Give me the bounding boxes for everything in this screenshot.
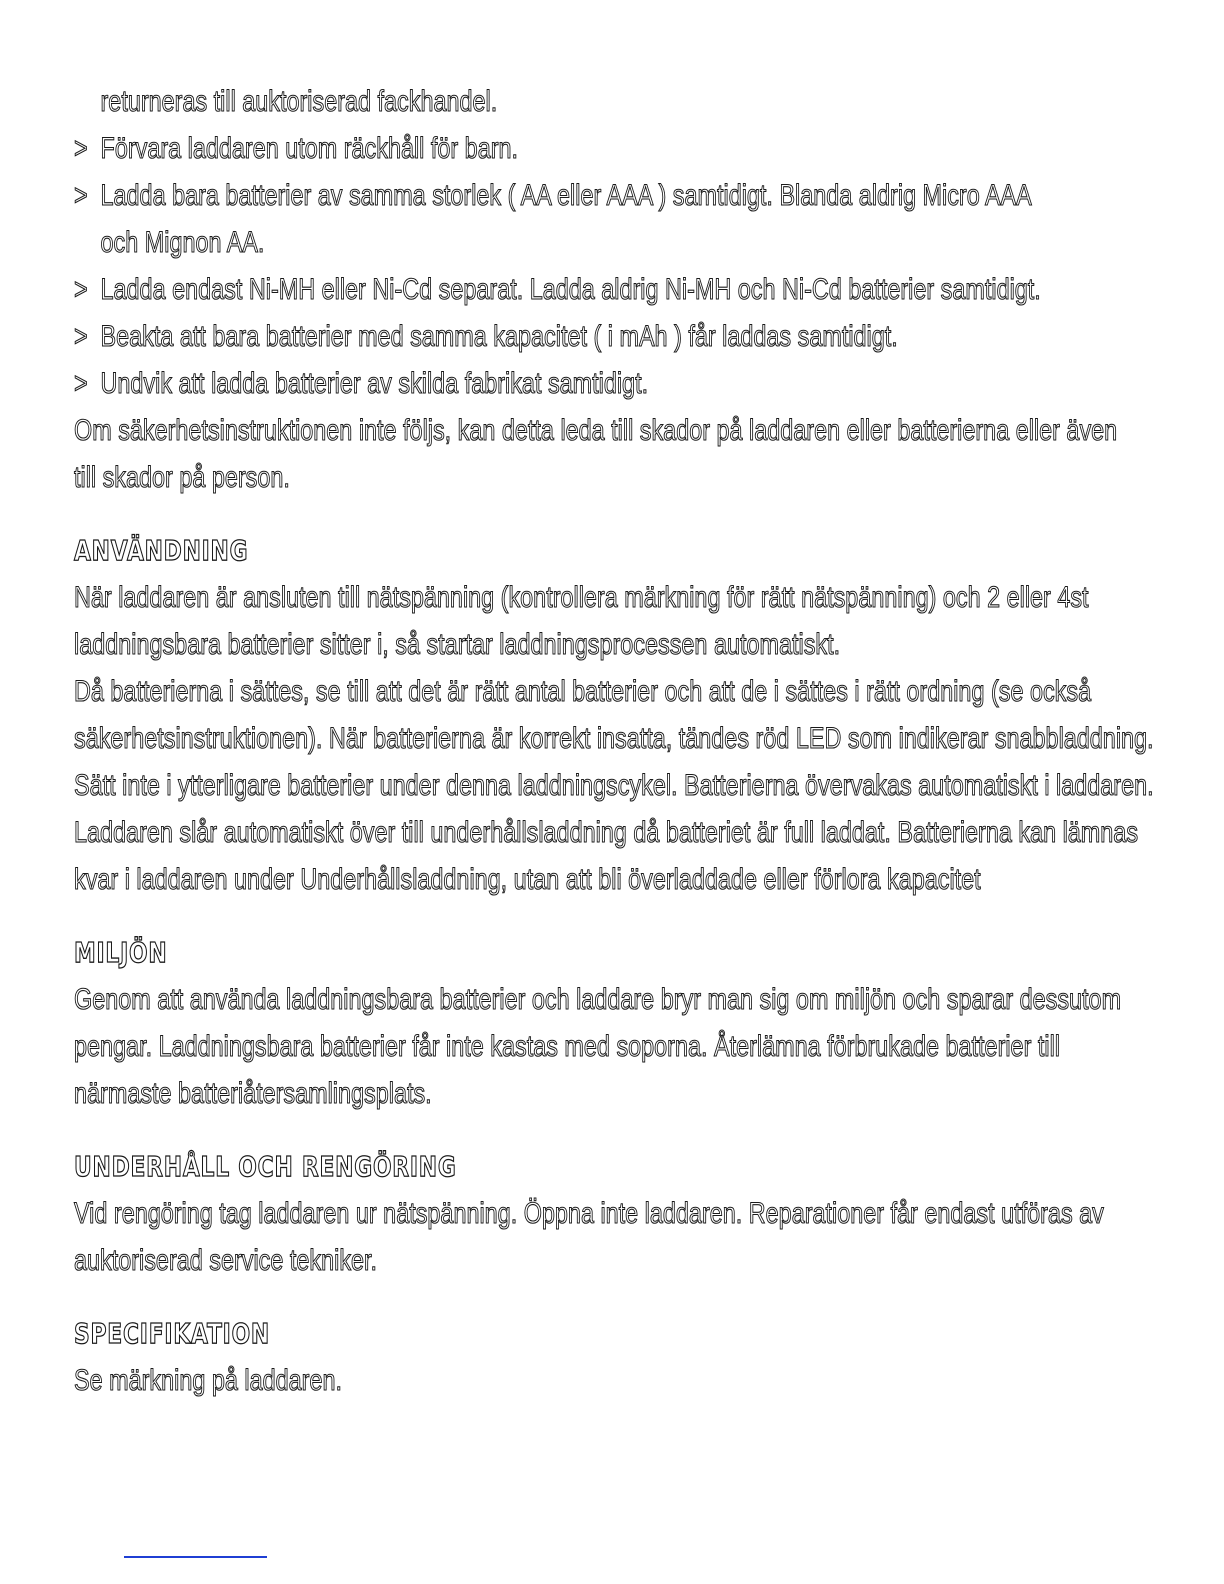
section-heading: MILJÖN xyxy=(74,936,168,969)
bullet-text: Ladda endast Ni-MH eller Ni-Cd separat. Ladda aldrig Ni-MH och Ni-Cd batterier samtidigt. xyxy=(100,273,1041,306)
paragraph-line: pengar. Laddningsbara batterier får inte kastas med soporna. Återlämna förbrukade batterier till xyxy=(74,1030,1060,1063)
bullet-marker: > xyxy=(74,273,88,306)
paragraph-line: säkerhetsinstruktionen). När batterierna är korrekt insatta, tändes röd LED som indikerar snabbladdning. xyxy=(74,722,1154,755)
section-heading: UNDERHÅLL OCH RENGÖRING xyxy=(74,1150,457,1183)
paragraph-line: Om säkerhetsinstruktionen inte följs, kan detta leda till skador på laddaren eller batterierna eller även xyxy=(74,414,1118,447)
paragraph-line: Sätt inte i ytterligare batterier under denna laddningscykel. Batterierna övervakas automatiskt i laddaren. xyxy=(74,769,1154,802)
section-heading: ANVÄNDNING xyxy=(74,534,249,567)
paragraph-line: Se märkning på laddaren. xyxy=(74,1364,342,1397)
bullet-text: Förvara laddaren utom räckhåll för barn. xyxy=(100,132,519,165)
bullet-text: Undvik att ladda batterier av skilda fabrikat samtidigt. xyxy=(100,367,649,400)
bullet-text: och Mignon AA. xyxy=(100,226,265,259)
bullet-item xyxy=(74,313,1134,360)
bullet-marker: > xyxy=(74,179,88,212)
safety-bullet-list xyxy=(74,125,1134,407)
paragraph-line: Laddaren slår automatiskt över till underhållsladdning då batteriet är full laddat. Batterierna kan lämnas xyxy=(74,816,1139,849)
paragraph-line: laddningsbara batterier sitter i, så startar laddningsprocessen automatiskt. xyxy=(74,628,841,661)
paragraph-line: Då batterierna i sättes, se till att det är rätt antal batterier och att de i sättes i rätt ordning (se också xyxy=(74,675,1092,708)
bullet-item xyxy=(74,266,1134,313)
bullet-item-continuation xyxy=(74,219,1134,266)
section-heading: SPECIFIKATION xyxy=(74,1317,270,1350)
paragraph-line: Vid rengöring tag laddaren ur nätspänning. Öppna inte laddaren. Reparationer får endast utföras av xyxy=(74,1197,1104,1230)
section xyxy=(74,1310,1134,1404)
section xyxy=(74,929,1134,1117)
bullet-item xyxy=(74,360,1134,407)
document-sections xyxy=(74,527,1154,1404)
paragraph-line: till skador på person. xyxy=(74,461,290,494)
paragraph-line: kvar i laddaren under Underhållsladdning, utan att bli överladdade eller förlora kapacitet xyxy=(74,863,981,896)
document-page xyxy=(74,78,1154,1404)
bullet-item xyxy=(74,125,1134,172)
intro-continuation: returneras till auktoriserad fackhandel. xyxy=(100,85,498,118)
paragraph-line: Genom att använda laddningsbara batterier och laddare bryr man sig om miljön och sparar dessutom xyxy=(74,983,1122,1016)
section xyxy=(74,1143,1134,1284)
bullet-marker: > xyxy=(74,367,88,400)
section xyxy=(74,527,1154,903)
paragraph-line: närmaste batteriåtersamlingsplats. xyxy=(74,1077,432,1110)
safety-closing-paragraph xyxy=(74,407,1134,501)
paragraph-line: När laddaren är ansluten till nätspänning (kontrollera märkning för rätt nätspänning) och 2 eller 4st xyxy=(74,581,1089,614)
bullet-marker: > xyxy=(74,132,88,165)
paragraph-line: auktoriserad service tekniker. xyxy=(74,1244,378,1277)
bullet-text: Ladda bara batterier av samma storlek ( AA eller AAA ) samtidigt. Blanda aldrig Micro AAA xyxy=(100,179,1032,212)
bullet-marker: > xyxy=(74,320,88,353)
footer-rule xyxy=(124,1556,267,1558)
bullet-text: Beakta att bara batterier med samma kapacitet ( i mAh ) får laddas samtidigt. xyxy=(100,320,898,353)
bullet-item xyxy=(74,172,1134,219)
